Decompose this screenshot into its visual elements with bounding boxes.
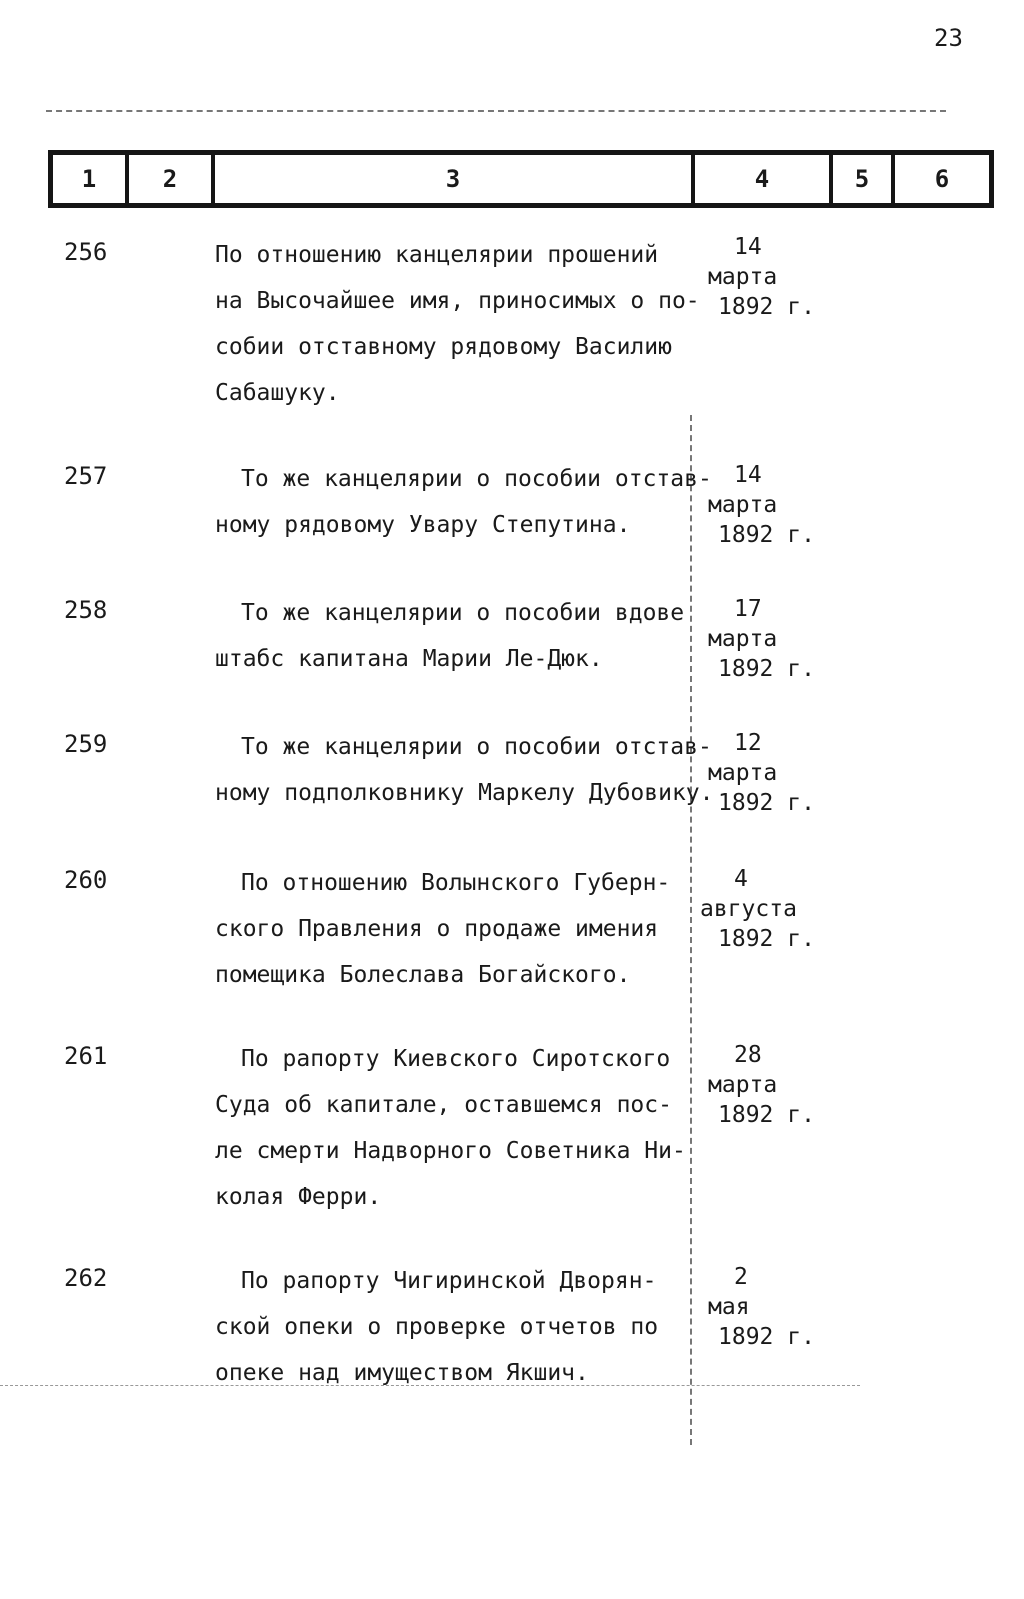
entry-day: 12 xyxy=(734,730,762,756)
entry-day: 14 xyxy=(734,462,762,488)
entry-day: 14 xyxy=(734,234,762,260)
entry-date xyxy=(700,594,820,684)
date-column-divider xyxy=(690,415,692,1445)
entry-year: 1892 г. xyxy=(718,522,815,548)
entry-text-line: ному подполковнику Маркелу Дубовику. xyxy=(215,780,714,806)
entry-text-line: По рапорту Киевского Сиротского xyxy=(241,1046,671,1072)
entry-date xyxy=(700,1040,820,1130)
entry-text-line: То же канцелярии о пособии отстав- xyxy=(241,466,712,492)
top-divider xyxy=(46,110,946,112)
entry-text-line: По рапорту Чигиринской Дворян- xyxy=(241,1268,657,1294)
entry-date xyxy=(700,1262,820,1352)
entry-number: 259 xyxy=(64,730,108,758)
entry-month: мая xyxy=(708,1294,750,1320)
entry-description xyxy=(215,456,712,548)
entry-month: марта xyxy=(708,492,778,518)
entry-text-line: ского Правления о продаже имения xyxy=(215,916,659,942)
column-header-6: 6 xyxy=(934,165,950,193)
entry-year: 1892 г. xyxy=(718,294,815,320)
entry-day: 2 xyxy=(734,1264,748,1290)
entry-year: 1892 г. xyxy=(718,790,815,816)
column-header-2: 2 xyxy=(129,155,215,203)
entry-month: марта xyxy=(708,760,778,786)
entry-text-line: Сабашуку. xyxy=(215,380,340,406)
entry-text-line: То же канцелярии о пособии вдове xyxy=(241,600,685,626)
entry-description xyxy=(215,1036,690,1220)
column-header-1: 1 xyxy=(53,155,129,203)
entry-day: 28 xyxy=(734,1042,762,1068)
bottom-divider xyxy=(0,1385,860,1386)
entry-date xyxy=(700,460,820,550)
entry-text-line: на Высочайшее имя, приносимых о по- xyxy=(215,288,700,314)
entry-number: 258 xyxy=(64,596,108,624)
entry-year: 1892 г. xyxy=(718,1324,815,1350)
entry-text-line: То же канцелярии о пособии отстав- xyxy=(241,734,712,760)
entry-description xyxy=(215,860,690,998)
entry-text-line: помещика Болеслава Богайского. xyxy=(215,962,631,988)
entry-day: 4 xyxy=(734,866,748,892)
entry-year: 1892 г. xyxy=(718,1102,815,1128)
entry-text-line: собии отставному рядовому Василию xyxy=(215,334,672,360)
entry-text-line: штабс капитана Марии Ле-Дюк. xyxy=(215,646,603,672)
entry-text-line: колая Ферри. xyxy=(215,1184,382,1210)
entry-month: марта xyxy=(708,626,778,652)
entry-text-line: опеке над имуществом Якшич. xyxy=(215,1360,589,1386)
entry-description xyxy=(215,1258,690,1396)
page-number: 23 xyxy=(934,24,963,52)
entry-text-line: ному рядовому Увару Степутина. xyxy=(215,512,631,538)
entry-text-line: По отношению канцелярии прошений xyxy=(215,242,659,268)
entry-month: марта xyxy=(708,1072,778,1098)
entry-number: 262 xyxy=(64,1264,108,1292)
column-header-4: 4 xyxy=(695,155,833,203)
column-header-3: 3 xyxy=(215,155,695,203)
entry-description xyxy=(215,724,714,816)
entry-date xyxy=(700,728,820,818)
column-header-5: 5 xyxy=(833,155,895,203)
entry-description xyxy=(215,590,690,682)
entry-text-line: Суда об капитале, оставшемся пос- xyxy=(215,1092,672,1118)
entry-date xyxy=(700,232,820,322)
entry-number: 260 xyxy=(64,866,108,894)
entry-month: марта xyxy=(708,264,778,290)
entry-number: 257 xyxy=(64,462,108,490)
entry-number: 256 xyxy=(64,238,108,266)
entry-year: 1892 г. xyxy=(718,656,815,682)
entry-day: 17 xyxy=(734,596,762,622)
entry-month: августа xyxy=(700,896,797,922)
entry-description xyxy=(215,232,700,416)
entry-text-line: ской опеки о проверке отчетов по xyxy=(215,1314,659,1340)
column-header-row xyxy=(48,150,994,208)
entry-year: 1892 г. xyxy=(718,926,815,952)
entry-text-line: По отношению Волынского Губерн- xyxy=(241,870,671,896)
entry-number: 261 xyxy=(64,1042,108,1070)
entry-date xyxy=(700,864,820,954)
entry-text-line: ле смерти Надворного Советника Ни- xyxy=(215,1138,686,1164)
